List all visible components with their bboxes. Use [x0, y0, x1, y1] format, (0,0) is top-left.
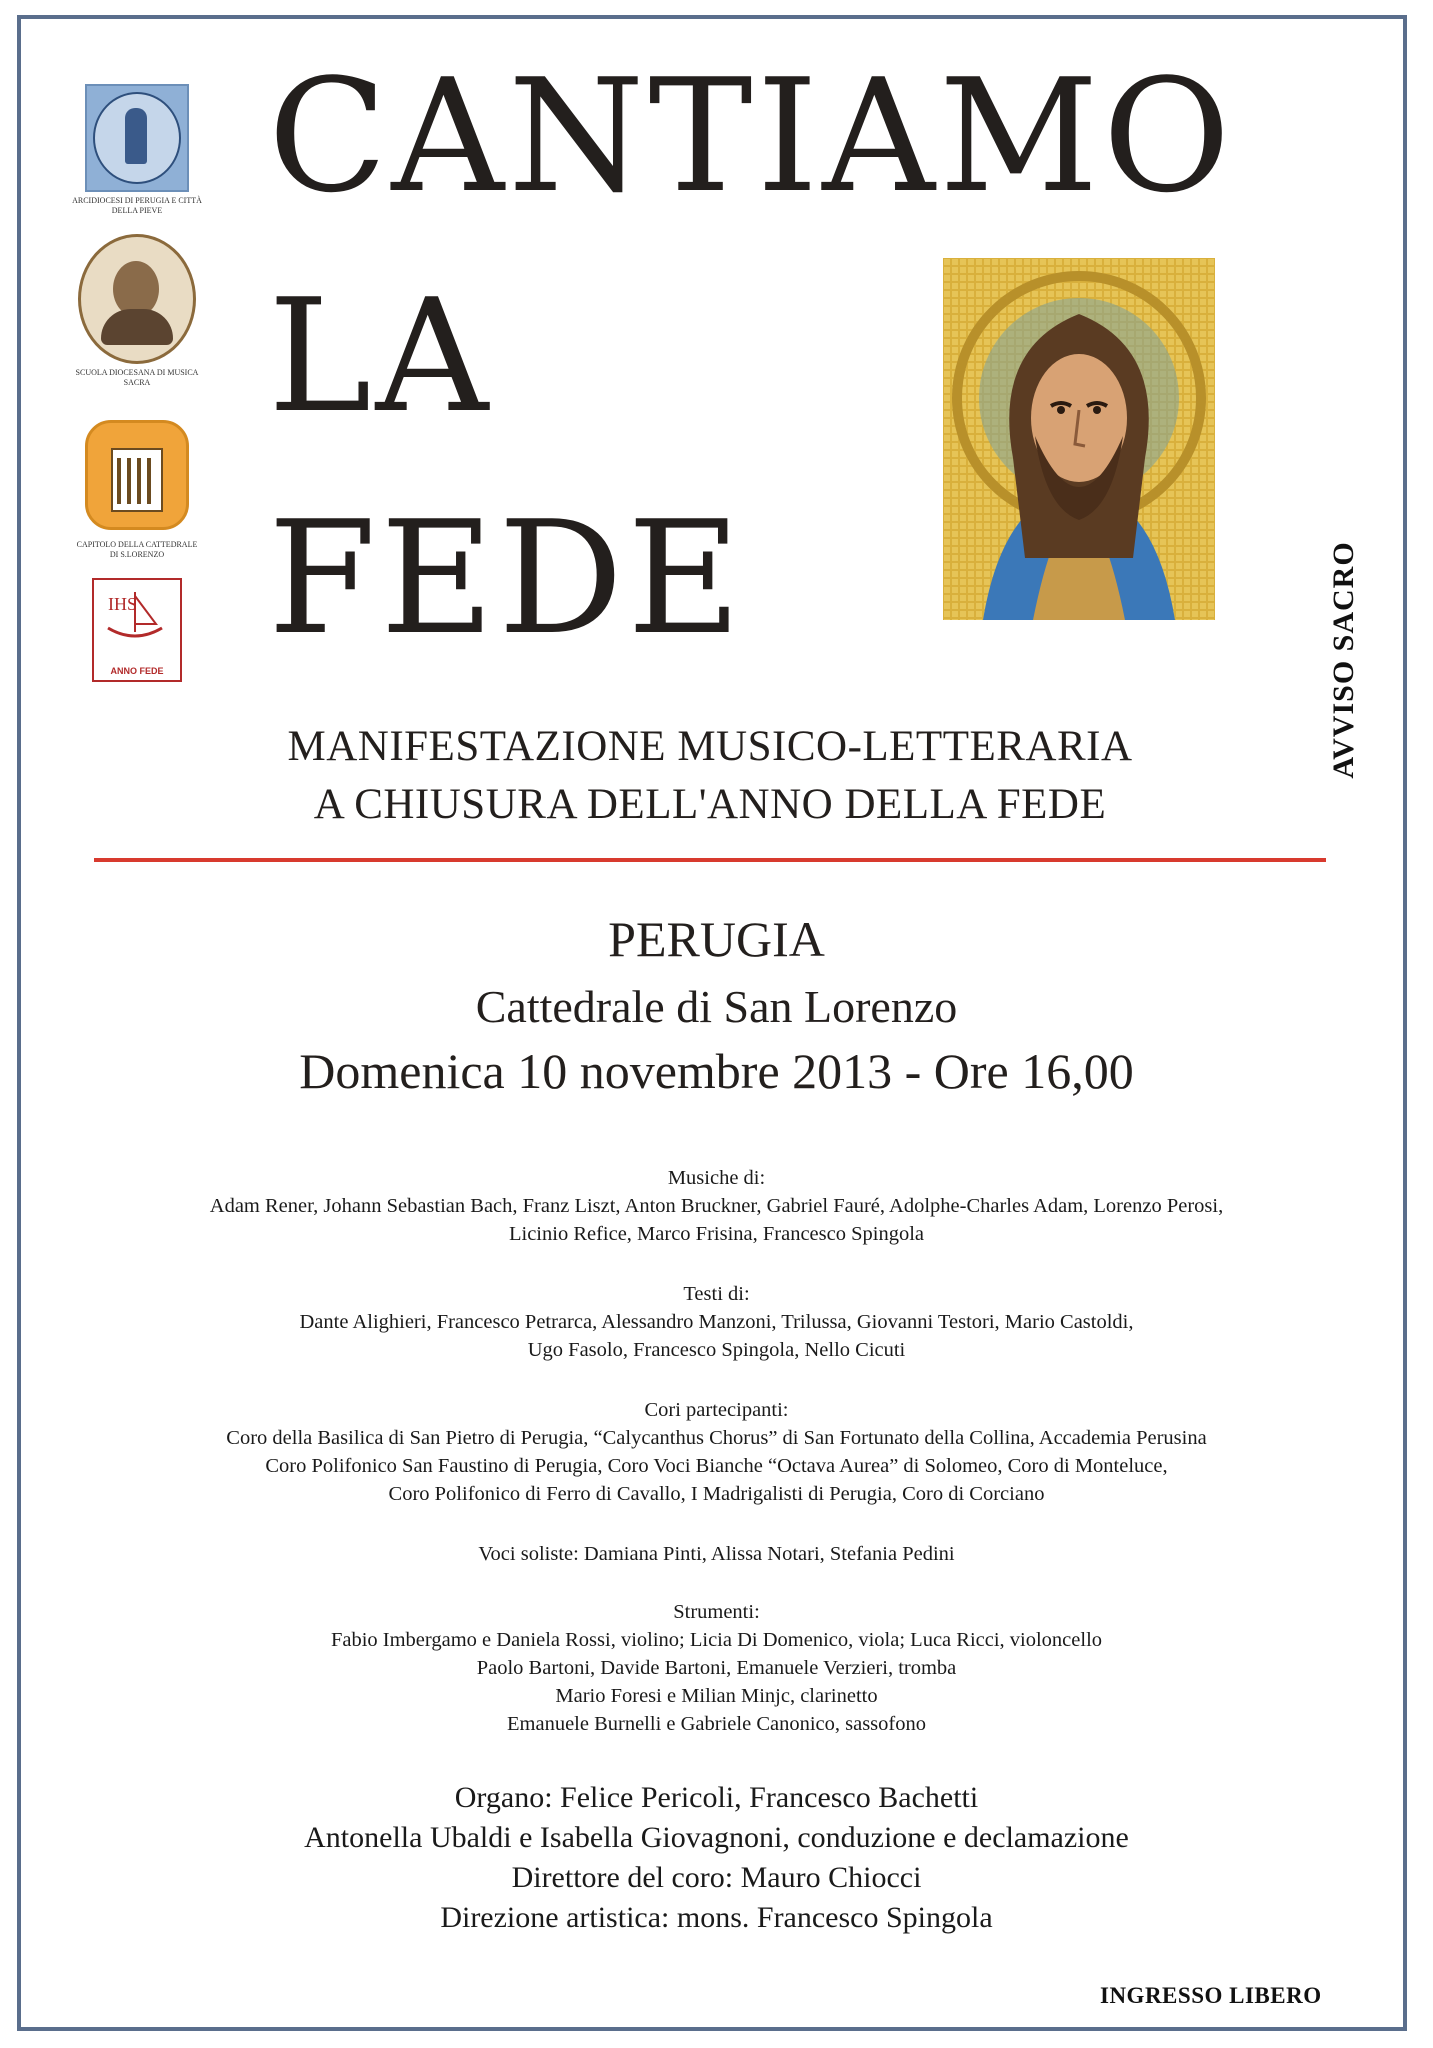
testi-section: [60, 1280, 1373, 1364]
christ-mosaic-image: [943, 258, 1215, 620]
testi-line: Ugo Fasolo, Francesco Spingola, Nello Cicuti: [527, 1339, 906, 1361]
cori-section: [60, 1396, 1373, 1508]
strumenti-heading: Strumenti:: [673, 1601, 760, 1623]
logo-column: [72, 84, 202, 700]
strumenti-line: Emanuele Burnelli e Gabriele Canonico, sassofono: [507, 1713, 926, 1735]
credits-section: [60, 1778, 1373, 1938]
capitolo-caption: CAPITOLO DELLA CATTEDRALE DI S.LORENZO: [76, 540, 198, 559]
cori-line: Coro Polifonico San Faustino di Perugia, Coro Voci Bianche “Octava Aurea” di Solomeo, Coro di Monteluce,: [265, 1455, 1168, 1477]
musiche-section: [60, 1164, 1373, 1248]
scuola-logo: [72, 234, 202, 388]
cori-line: Coro Polifonico di Ferro di Cavallo, I Madrigalisti di Perugia, Coro di Corciano: [388, 1483, 1045, 1505]
anno-fede-caption: ANNO FEDE: [110, 666, 164, 676]
avviso-sacro-text: AVVISO SACRO: [1327, 541, 1360, 779]
scuola-caption: SCUOLA DIOCESANA DI MUSICA SACRA: [75, 368, 199, 387]
red-divider: [94, 858, 1326, 862]
title-line-3: FEDE: [268, 487, 746, 669]
arcidiocesi-logo: [72, 84, 202, 216]
anno-fede-emblem-icon: [92, 578, 182, 682]
svg-text:IHS: IHS: [108, 594, 138, 614]
strumenti-line: Mario Foresi e Milian Minjc, clarinetto: [555, 1685, 878, 1707]
anno-fede-logo: [72, 578, 202, 682]
arcidiocesi-caption: ARCIDIOCESI DI PERUGIA E CITTÀ DELLA PIEVE: [72, 196, 202, 215]
avviso-sacro-label: [1314, 520, 1374, 800]
strumenti-line: Paolo Bartoni, Davide Bartoni, Emanuele Verzieri, tromba: [476, 1657, 957, 1679]
ihs-boat-icon: [102, 588, 168, 644]
arcidiocesi-seal-icon: [85, 84, 189, 192]
ingresso-libero: INGRESSO LIBERO: [1100, 1983, 1322, 2008]
subtitle-line-1: MANIFESTAZIONE MUSICO-LETTERARIA: [287, 723, 1133, 770]
title-line-1: CANTIAMO: [268, 45, 1235, 227]
organo-credit: Organo: Felice Pericoli, Francesco Bachetti: [454, 1781, 979, 1814]
capitolo-emblem-icon: [81, 406, 193, 536]
christ-mosaic-icon: [943, 258, 1215, 620]
title-line-2: LA: [268, 265, 493, 447]
testi-line: Dante Alighieri, Francesco Petrarca, Alessandro Manzoni, Trilussa, Giovanni Testori, Mario Castoldi,: [299, 1311, 1134, 1333]
event-venue: Cattedrale di San Lorenzo: [475, 981, 958, 1032]
musiche-line: Adam Rener, Johann Sebastian Bach, Franz Liszt, Anton Bruckner, Gabriel Fauré, Adolphe-Charles Adam, Lorenzo Perosi,: [209, 1195, 1224, 1217]
voci-soliste: Voci soliste: Damiana Pinti, Alissa Notari, Stefania Pedini: [478, 1543, 955, 1565]
cori-line: Coro della Basilica di San Pietro di Perugia, “Calycanthus Chorus” di San Fortunato della Collina, Accademia Perusina: [226, 1427, 1207, 1449]
conduzione-credit: Antonella Ubaldi e Isabella Giovagnoni, conduzione e declamazione: [304, 1821, 1129, 1854]
strumenti-section: [60, 1598, 1373, 1738]
capitolo-logo: [72, 406, 202, 560]
testi-heading: Testi di:: [683, 1283, 750, 1305]
strumenti-line: Fabio Imbergamo e Daniela Rossi, violino; Licia Di Domenico, viola; Luca Ricci, violoncello: [330, 1629, 1103, 1651]
musiche-line: Licinio Refice, Marco Frisina, Francesco Spingola: [508, 1223, 924, 1245]
cori-heading: Cori partecipanti:: [644, 1399, 789, 1421]
scuola-portrait-icon: [78, 234, 196, 364]
subtitle: [150, 718, 1270, 834]
direttore-credit: Direttore del coro: Mauro Chiocci: [511, 1861, 922, 1894]
direzione-credit: Direzione artistica: mons. Francesco Spingola: [440, 1901, 993, 1934]
musiche-heading: Musiche di:: [667, 1167, 766, 1189]
event-city: PERUGIA: [608, 911, 825, 967]
event-date: Domenica 10 novembre 2013 - Ore 16,00: [299, 1043, 1134, 1099]
subtitle-line-2: A CHIUSURA DELL'ANNO DELLA FEDE: [313, 781, 1107, 828]
